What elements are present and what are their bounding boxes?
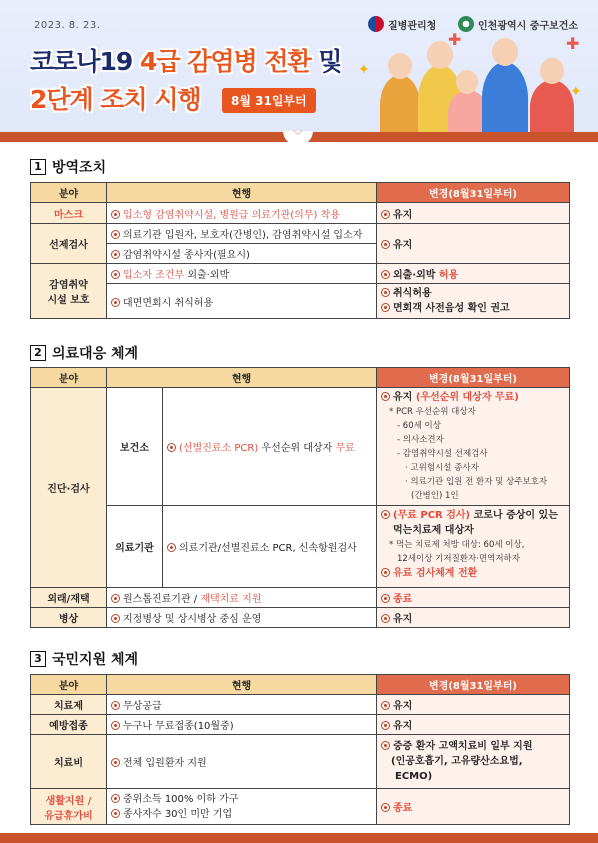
title-part-1: 코로나19 xyxy=(30,47,140,76)
medical-response-table xyxy=(30,367,570,628)
changed-text: 종료 xyxy=(393,803,413,814)
row-category: 마스크 xyxy=(31,203,107,224)
bullet-icon xyxy=(381,741,390,750)
bullet-icon xyxy=(381,270,390,279)
kdca-logo-text: 질병관리청 xyxy=(388,20,437,32)
changed-line xyxy=(381,301,565,316)
col-header-current: 현행 xyxy=(107,675,377,695)
note-line: (간병인) 1인 xyxy=(411,491,459,501)
current-line xyxy=(111,807,372,822)
changed-line: (인공호흡기, 고유량산소요법, xyxy=(391,756,523,767)
note-line: · 고위험시설 종사자 xyxy=(405,463,479,473)
bullet-icon xyxy=(111,794,120,803)
current-text: 의료기관/선별진료소 PCR, 신속항원검사 xyxy=(179,543,357,554)
row-changed xyxy=(377,608,570,628)
title-highlight: 4급 감염병 전환 xyxy=(139,47,311,76)
current-text-red: 입소자 조건부 xyxy=(123,270,185,281)
row-current xyxy=(107,284,377,319)
bullet-icon xyxy=(111,721,120,730)
bullet-icon xyxy=(111,809,120,818)
current-text: 감염취약시설 종사자(필요시) xyxy=(123,250,250,261)
changed-text: 면회객 사전음성 확인 권고 xyxy=(393,303,510,314)
category-line-2: 시설 보호 xyxy=(47,295,90,306)
section-title-text: 국민지원 체계 xyxy=(52,652,139,668)
bullet-icon xyxy=(111,614,120,623)
row-category xyxy=(31,264,107,319)
table-row xyxy=(31,735,570,789)
table-row xyxy=(31,789,570,825)
current-text: 대면면회시 취식허용 xyxy=(123,297,214,309)
section-title-text: 방역조치 xyxy=(52,160,107,176)
row-category: 선제검사 xyxy=(31,224,107,264)
row-changed xyxy=(377,224,570,264)
changed-text: 유지 xyxy=(393,209,413,221)
current-text: 전체 입원환자 지원 xyxy=(123,758,207,769)
changed-text: 유지 xyxy=(393,240,413,251)
category-line-1: 감염취약 xyxy=(49,280,88,291)
changed-text: 외출·외박 xyxy=(393,270,439,281)
section-number: 3 xyxy=(30,651,46,667)
row-category: 외래/재택 xyxy=(31,588,107,608)
row-current xyxy=(163,388,377,506)
col-header-changed: 변경(8월31일부터) xyxy=(377,183,570,203)
row-category: 예방접종 xyxy=(31,715,107,735)
kdca-emblem-icon xyxy=(368,16,384,32)
row-category: 치료제 xyxy=(31,695,107,715)
table-row xyxy=(31,388,570,506)
bullet-icon xyxy=(381,210,390,219)
plus-icon: ✚ xyxy=(566,34,580,53)
title-line-2: 2단계 조치 시행 xyxy=(30,85,201,114)
col-header-field: 분야 xyxy=(31,675,107,695)
section-3-title xyxy=(30,649,138,669)
kdca-logo xyxy=(368,16,436,32)
bullet-icon xyxy=(381,721,390,730)
section-number: 1 xyxy=(30,159,46,175)
bullet-icon xyxy=(167,543,176,552)
footer-bar xyxy=(0,833,598,843)
table-row xyxy=(31,284,570,319)
changed-text-red: 허용 xyxy=(438,270,459,281)
bullet-icon xyxy=(111,210,120,219)
current-text: 지정병상 및 상시병상 중심 운영 xyxy=(123,614,262,625)
changed-line: 먹는치료제 대상자 xyxy=(393,525,474,536)
row-changed xyxy=(377,715,570,735)
person-head xyxy=(388,53,412,79)
bullet-icon xyxy=(111,270,120,279)
bullet-icon xyxy=(111,758,120,767)
row-category xyxy=(31,789,107,825)
person-head xyxy=(540,58,564,84)
person-figure xyxy=(482,62,528,135)
public-support-table xyxy=(30,674,570,825)
person-figure xyxy=(380,75,420,135)
changed-line xyxy=(381,739,565,754)
changed-line xyxy=(381,566,565,581)
bullet-icon xyxy=(381,303,390,312)
changed-text: 코로나 증상이 있는 xyxy=(470,510,558,521)
row-current xyxy=(107,789,377,825)
col-header-field: 분야 xyxy=(31,183,107,203)
incheon-logo-text: 인천광역시 중구보건소 xyxy=(478,20,579,32)
current-text: 중위소득 100% 이하 가구 xyxy=(123,793,239,805)
note-line: · 의료기관 입원 전 환자 및 상주보호자 xyxy=(405,477,548,487)
current-text-red: 무료 xyxy=(335,443,355,454)
row-changed xyxy=(377,506,570,588)
bullet-icon xyxy=(381,701,390,710)
row-changed xyxy=(377,388,570,506)
changed-text-red: 유료 검사체계 전환 xyxy=(393,568,478,579)
sparkle-icon: ✦ xyxy=(570,84,582,100)
row-category: 진단·검사 xyxy=(31,388,107,588)
current-text: 외출·외박 xyxy=(184,270,230,281)
row-changed xyxy=(377,588,570,608)
row-changed xyxy=(377,735,570,789)
table-row xyxy=(31,715,570,735)
note-line: * PCR 우선순위 대상자 xyxy=(389,407,476,417)
current-line xyxy=(111,792,372,807)
current-text-red: 재택치료 지원 xyxy=(200,594,262,605)
bullet-icon xyxy=(381,510,390,519)
table-row xyxy=(31,224,570,244)
current-text: 종사자수 30인 미만 기업 xyxy=(123,808,233,820)
row-current xyxy=(107,695,377,715)
sub-category: 의료기관 xyxy=(107,506,163,588)
row-category: 병상 xyxy=(31,608,107,628)
incheon-junggu-logo xyxy=(458,16,578,32)
current-text-red: (선별진료소 PCR) xyxy=(179,443,259,454)
bullet-icon xyxy=(111,230,120,239)
table-header-row xyxy=(31,183,570,203)
section-2-title xyxy=(30,343,138,363)
changed-text: 유지 xyxy=(393,614,413,625)
table-row xyxy=(31,264,570,284)
family-illustration xyxy=(358,30,590,135)
title-part-2: 및 xyxy=(310,47,342,76)
bullet-icon xyxy=(381,614,390,623)
row-changed xyxy=(377,284,570,319)
row-changed xyxy=(377,264,570,284)
bullet-icon xyxy=(381,803,390,812)
person-figure xyxy=(530,80,574,135)
row-current xyxy=(107,203,377,224)
row-current xyxy=(107,588,377,608)
table-row xyxy=(31,608,570,628)
bullet-icon xyxy=(111,298,120,307)
changed-text-red: (무료 PCR 검사) xyxy=(393,510,471,521)
bullet-icon xyxy=(381,392,390,401)
note-line: * 먹는 치료제 처방 대상: 60세 이상, xyxy=(389,540,525,550)
changed-text: 유지 xyxy=(393,701,413,712)
changed-text: 중증 환자 고액치료비 일부 지원 xyxy=(393,741,533,752)
header-banner xyxy=(0,0,598,142)
changed-text: 취식허용 xyxy=(393,288,432,299)
current-text: 무상공급 xyxy=(123,701,162,712)
bullet-icon xyxy=(381,594,390,603)
row-current xyxy=(107,224,377,244)
changed-text: 유지 xyxy=(393,721,413,732)
table-row xyxy=(31,695,570,715)
changed-line xyxy=(381,286,565,301)
current-text: 원스톱진료기관 / xyxy=(123,594,201,605)
quarantine-table xyxy=(30,182,570,319)
current-text: 의료기관 입원자, 보호자(간병인), 감염취약시설 입소자 xyxy=(123,230,363,241)
changed-text-red: (우선순위 대상자 무료) xyxy=(415,392,519,403)
changed-text: 유지 xyxy=(393,392,416,403)
col-header-field: 분야 xyxy=(31,368,107,388)
col-header-current: 현행 xyxy=(107,368,377,388)
person-head xyxy=(456,70,478,94)
changed-line xyxy=(381,390,565,405)
section-1-title xyxy=(30,157,106,177)
row-current xyxy=(107,715,377,735)
bullet-icon xyxy=(111,594,120,603)
category-line-1: 생활지원 / xyxy=(45,795,92,807)
current-text: 누구나 무료접종(10월중) xyxy=(123,721,234,732)
row-current xyxy=(163,506,377,588)
note-line: - 의사소견자 xyxy=(397,435,444,445)
changed-line: ECMO) xyxy=(395,771,433,782)
bullet-icon xyxy=(111,250,120,259)
title-line-1 xyxy=(30,42,342,78)
plus-icon: ✚ xyxy=(448,30,462,49)
current-text: 입소형 감염취약시설, 병원급 의료기관(의무) 착용 xyxy=(123,209,340,221)
chevron-down-icon: ﹀ xyxy=(283,131,313,142)
row-changed xyxy=(377,695,570,715)
note-line: - 60세 이상 xyxy=(397,421,441,431)
effective-date-badge: 8월 31일부터 xyxy=(222,88,316,113)
row-current xyxy=(107,608,377,628)
changed-line xyxy=(381,508,565,523)
col-header-changed: 변경(8월31일부터) xyxy=(377,675,570,695)
table-row xyxy=(31,203,570,224)
bullet-icon xyxy=(381,288,390,297)
section-title-text: 의료대응 체계 xyxy=(52,346,139,362)
note-line: 12세이상 기저질환자·면역저하자 xyxy=(397,554,520,564)
bullet-icon xyxy=(381,240,390,249)
row-changed xyxy=(377,789,570,825)
sparkle-icon: ✦ xyxy=(358,62,370,78)
bullet-icon xyxy=(167,443,176,452)
row-current xyxy=(107,264,377,284)
sub-category: 보건소 xyxy=(107,388,163,506)
category-line-2: 유급휴가비 xyxy=(44,810,93,822)
person-head xyxy=(492,38,518,66)
col-header-changed: 변경(8월31일부터) xyxy=(377,368,570,388)
note-line: - 감염취약시설 선제검사 xyxy=(397,449,488,459)
issue-date: 2023. 8. 23. xyxy=(34,20,101,31)
table-row xyxy=(31,506,570,588)
changed-text: 종료 xyxy=(393,594,413,605)
bullet-icon xyxy=(381,568,390,577)
current-text: 우선순위 대상자 xyxy=(258,443,336,454)
row-current xyxy=(107,244,377,264)
bullet-icon xyxy=(111,701,120,710)
row-changed xyxy=(377,203,570,224)
row-category: 치료비 xyxy=(31,735,107,789)
col-header-current: 현행 xyxy=(107,183,377,203)
table-header-row xyxy=(31,675,570,695)
table-row xyxy=(31,588,570,608)
section-number: 2 xyxy=(30,345,46,361)
table-header-row xyxy=(31,368,570,388)
row-current xyxy=(107,735,377,789)
